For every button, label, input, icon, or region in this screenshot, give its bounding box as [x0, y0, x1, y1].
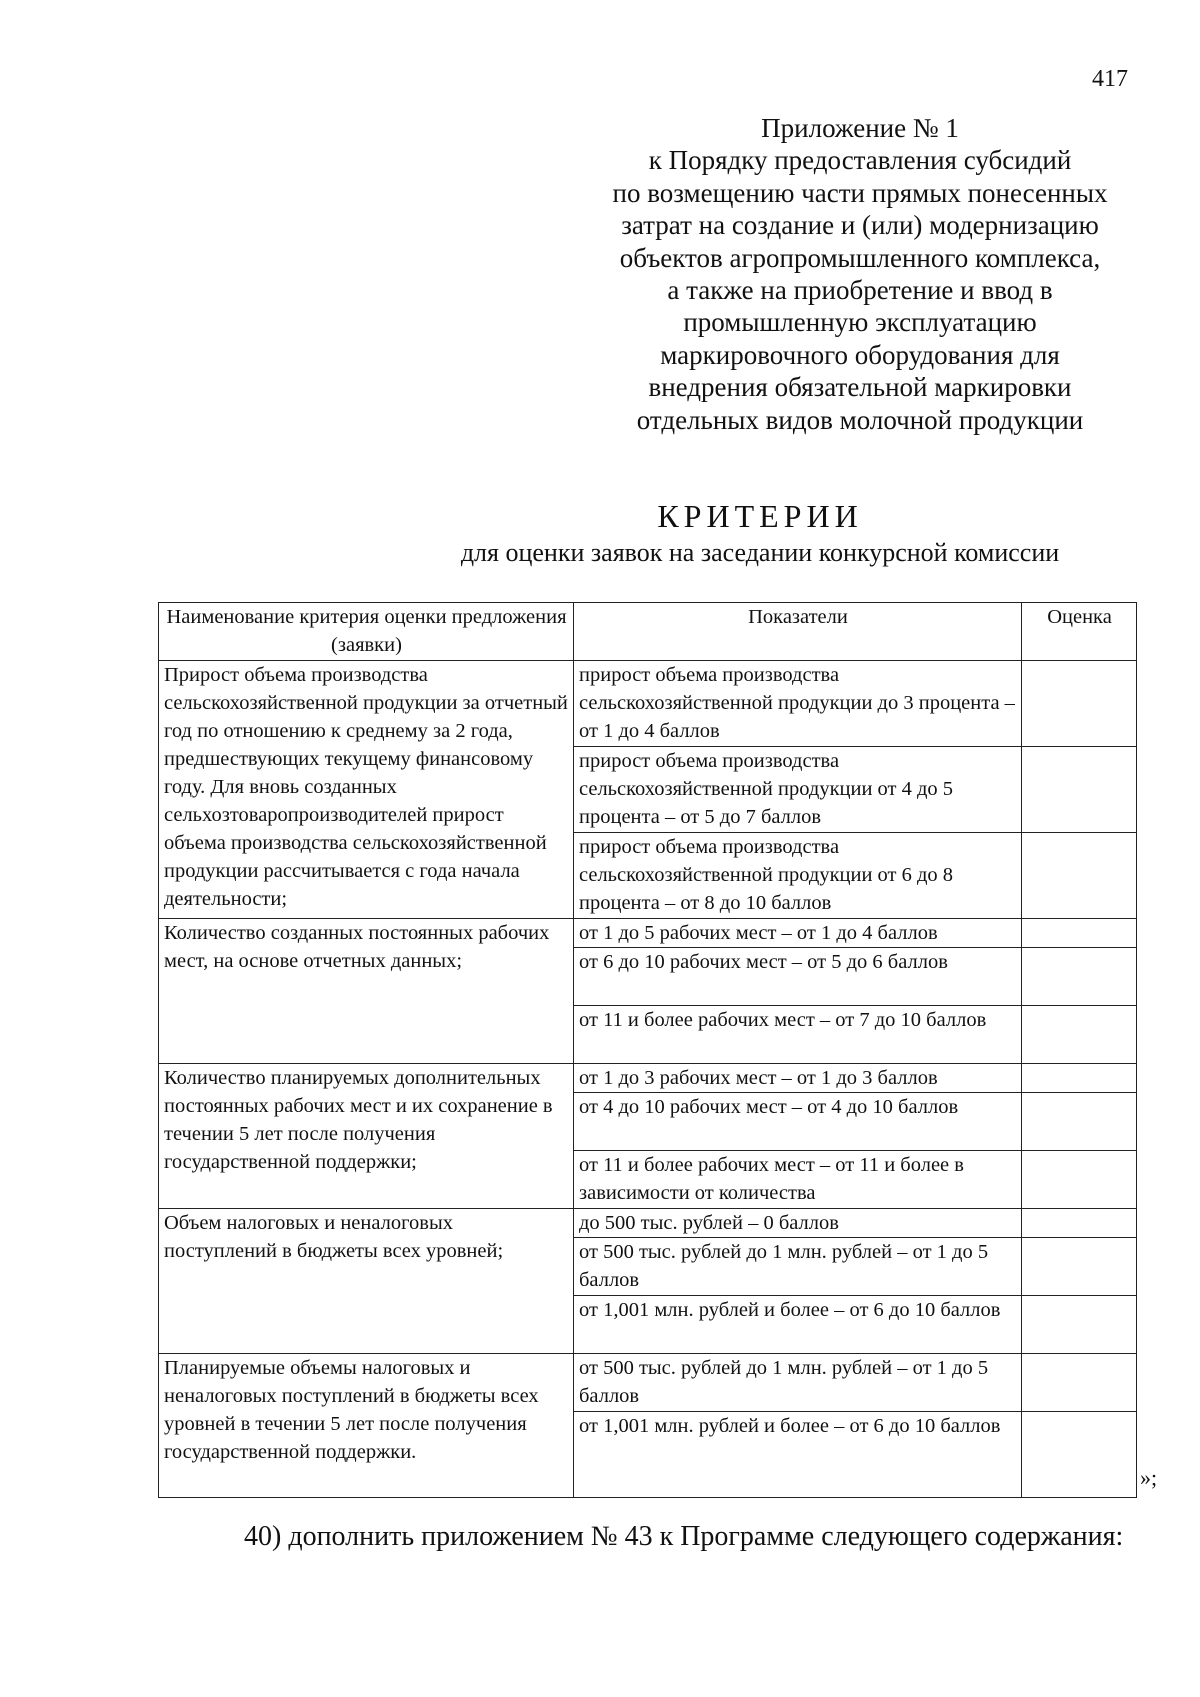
score-cell	[1022, 1151, 1137, 1209]
score-cell	[1022, 1006, 1137, 1064]
indicator-cell: от 1,001 млн. рублей и более – от 6 до 10 баллов	[574, 1412, 1022, 1498]
score-cell	[1022, 1093, 1137, 1151]
item-40-text: 40) дополнить приложением № 43 к Программе следующего содержания:	[244, 1521, 1124, 1552]
document-subtitle: для оценки заявок на заседании конкурсной комиссии	[460, 538, 1060, 567]
indicator-cell: от 500 тыс. рублей до 1 млн. рублей – от 1 до 5 баллов	[574, 1238, 1022, 1296]
document-title: КРИТЕРИИ	[657, 498, 863, 534]
table-row	[159, 1064, 1137, 1093]
score-cell	[1022, 1238, 1137, 1296]
appendix-line: а также на приобретение и ввод в	[667, 275, 1053, 306]
closing-quote: »;	[1140, 1465, 1158, 1490]
appendix-line: затрат на создание и (или) модернизацию	[621, 210, 1099, 241]
appendix-line: отдельных видов молочной продукции	[636, 404, 1084, 435]
header-score: Оценка	[1022, 603, 1137, 661]
indicator-cell: от 11 и более рабочих мест – от 7 до 10 баллов	[574, 1006, 1022, 1064]
criterion-cell: Объем налоговых и неналоговых поступлений в бюджеты всех уровней;	[159, 1209, 574, 1354]
indicator-cell: от 6 до 10 рабочих мест – от 5 до 6 баллов	[574, 948, 1022, 1006]
appendix-line: Приложение № 1	[761, 113, 959, 143]
criterion-cell: Количество планируемых дополнительных постоянных рабочих мест и их сохранение в течении 5 лет после получения государственной поддержки;	[159, 1064, 574, 1209]
score-cell	[1022, 1064, 1137, 1093]
appendix-line: внедрения обязательной маркировки	[648, 372, 1072, 403]
appendix-line: к Порядку предоставления субсидий	[648, 145, 1072, 176]
criterion-cell: Количество созданных постоянных рабочих мест, на основе отчетных данных;	[159, 919, 574, 1064]
indicator-cell: от 11 и более рабочих мест – от 11 и более в зависимости от количества	[574, 1151, 1022, 1209]
table-row	[159, 1209, 1137, 1238]
table-row	[159, 919, 1137, 948]
score-cell	[1022, 1412, 1137, 1498]
appendix-line: объектов агропромышленного комплекса,	[619, 242, 1101, 273]
indicator-cell: от 1 до 3 рабочих мест – от 1 до 3 баллов	[574, 1064, 1022, 1093]
criterion-cell: Планируемые объемы налоговых и неналоговых поступлений в бюджеты всех уровней в течении 5 лет после получения государственной поддержки.	[159, 1354, 574, 1498]
indicator-cell: прирост объема производства сельскохозяйственной продукции до 3 процента – от 1 до 4 баллов	[574, 661, 1022, 747]
header-indicators: Показатели	[574, 603, 1022, 661]
score-cell	[1022, 661, 1137, 747]
indicator-cell: прирост объема производства сельскохозяйственной продукции от 6 до 8 процента – от 8 до 10 баллов	[574, 833, 1022, 919]
indicator-cell: от 1,001 млн. рублей и более – от 6 до 10 баллов	[574, 1296, 1022, 1354]
indicator-cell: от 1 до 5 рабочих мест – от 1 до 4 баллов	[574, 919, 1022, 948]
score-cell	[1022, 948, 1137, 1006]
score-cell	[1022, 1354, 1137, 1412]
appendix-line: маркировочного оборудования для	[660, 339, 1060, 370]
score-cell	[1022, 747, 1137, 833]
indicator-cell: от 500 тыс. рублей до 1 млн. рублей – от 1 до 5 баллов	[574, 1354, 1022, 1412]
indicator-cell: от 4 до 10 рабочих мест – от 4 до 10 баллов	[574, 1093, 1022, 1151]
appendix-line: по возмещению части прямых понесенных	[612, 177, 1108, 208]
appendix-header	[590, 112, 1130, 436]
score-cell	[1022, 1296, 1137, 1354]
table-row	[159, 1354, 1137, 1412]
table-header-row	[159, 603, 1137, 661]
indicator-cell: прирост объема производства сельскохозяйственной продукции от 4 до 5 процента – от 5 до 7 баллов	[574, 747, 1022, 833]
score-cell	[1022, 1209, 1137, 1238]
score-cell	[1022, 919, 1137, 948]
criteria-table	[158, 602, 1137, 1498]
appendix-line: промышленную эксплуатацию	[683, 307, 1037, 338]
criterion-cell: Прирост объема производства сельскохозяйственной продукции за отчетный год по отношению к среднему за 2 года, предшествующих текущему финансовому году. Для вновь созданных сельхозтоваропроизводителей прирост объема производства сельскохозяйственной продукции рассчитывается с года начала деятельности;	[159, 661, 574, 919]
page-number: 417	[1092, 66, 1128, 92]
header-criterion: Наименование критерия оценки предложения (заявки)	[159, 603, 574, 661]
score-cell	[1022, 833, 1137, 919]
table-row	[159, 661, 1137, 747]
indicator-cell: до 500 тыс. рублей – 0 баллов	[574, 1209, 1022, 1238]
